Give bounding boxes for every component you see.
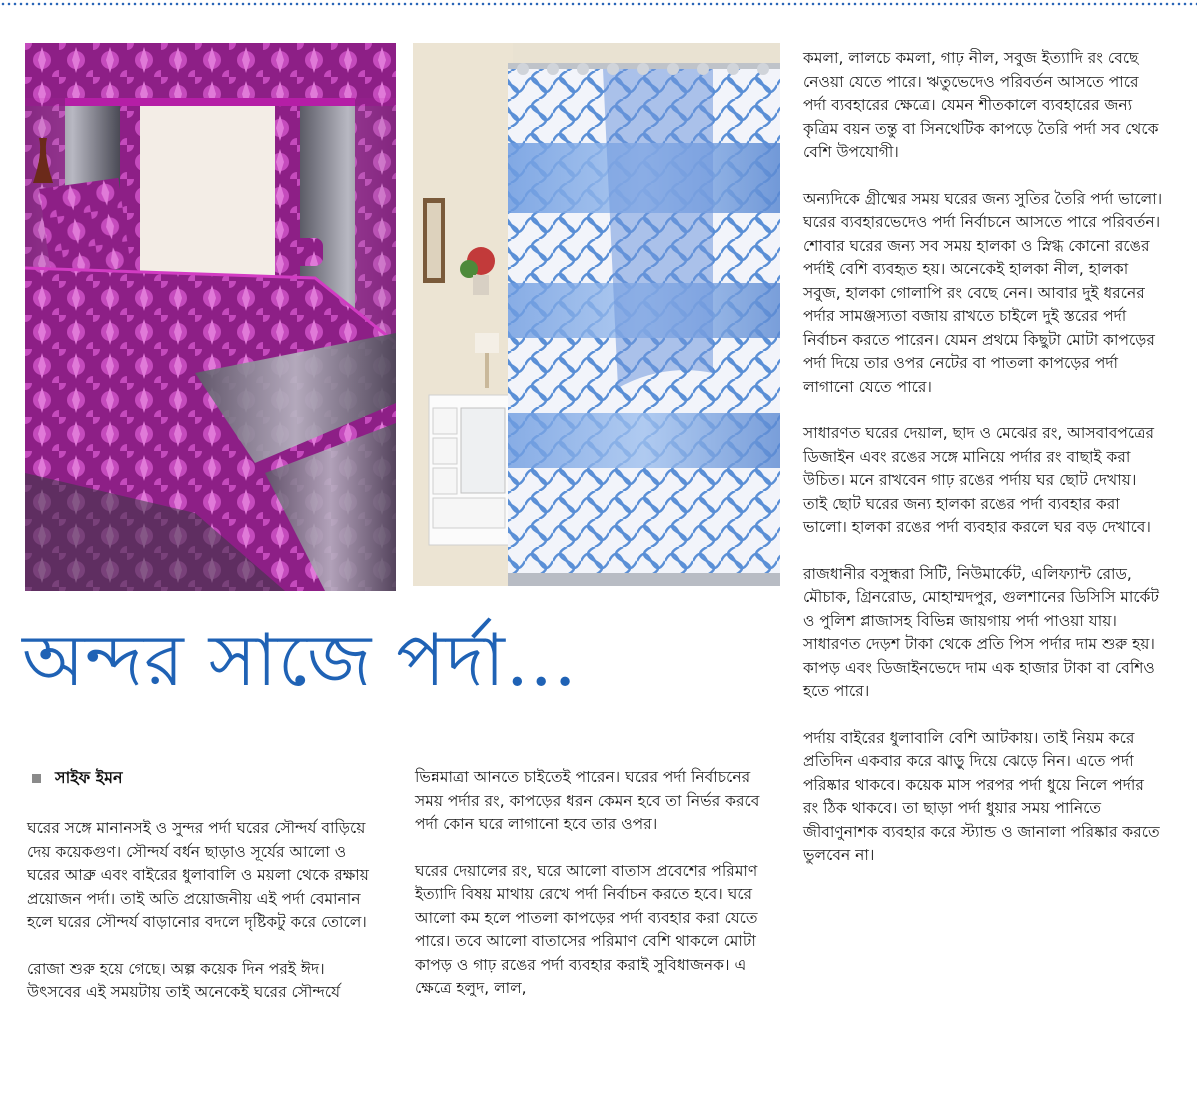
paragraph: ঘরের দেয়ালের রং, ঘরে আলো বাতাস প্রবেশের পরিমাণ ইত্যাদি বিষয় মাথায় রেখে পর্দা নির্বাচন করতে হবে। ঘরে আলো কম হলে পাতলা কাপড়ের পর্দা ব্যবহার করা যেতে পারে। তবে আলো বাতাসের পরিমাণ বেশি থাকলে মোটা কাপড় ও গাঢ় রঙের পর্দা ব্যবহার করাই সুবিধাজনক। এ ক্ষেত্রে হলুদ, লাল, xyxy=(415,861,758,997)
author-name: সাইফ ইমন xyxy=(55,768,123,787)
bedroom-curtain-photo xyxy=(25,43,396,591)
paragraph: কমলা, লালচে কমলা, গাঢ় নীল, সবুজ ইত্যাদি রং বেছে নেওয়া যেতে পারে। ঋতুভেদেও পরিবর্তন আসতে পারে পর্দা ব্যবহারের ক্ষেত্রে। যেমন শীতকালে ব্যবহারের জন্য কৃত্রিম বয়ন তন্তু বা সিনথেটিক কাপড়ে তৈরি পর্দা সব থেকে বেশি উপযোগী। xyxy=(803,49,1159,161)
living-room-curtain-photo xyxy=(413,43,780,586)
paragraph: অন্যদিকে গ্রীষ্মের সময় ঘরের জন্য সুতির তৈরি পর্দা ভালো। ঘরের ব্যবহারভেদেও পর্দা নির্বাচনে আসতে পারে পরিবর্তন। শোবার ঘরের জন্য সব সময় হালকা ও স্নিগ্ধ কোনো রঙের পর্দাই বেশি ব্যবহৃত হয়। অনেকেই হালকা নীল, হালকা সবুজ, হালকা গোলাপি রং বেছে নেন। আবার দুই ধরনের পর্দার সামঞ্জস্যতা বজায় রাখতে চাইলে দুই স্তরের পর্দা নির্বাচন করতে পারেন। যেমন প্রথমে কিছুটা মোটা কাপড়ের পর্দা দিয়ে তার ওপর নেটের বা পাতলা কাপড়ের পর্দা লাগানো যেতে পারে। xyxy=(803,189,1163,396)
paragraph: সাধারণত ঘরের দেয়াল, ছাদ ও মেঝের রং, আসবাবপত্রের ডিজাইন এবং রঙের সঙ্গে মানিয়ে পর্দার রং বাছাই করা উচিত। মনে রাখবেন গাঢ় রঙের পর্দায় ঘর ছোট দেখায়। তাই ছোট ঘরের জন্য হালকা রঙের পর্দা ব্যবহার করা ভালো। হালকা রঙের পর্দা ব্যবহার করলে ঘর বড় দেখাবে। xyxy=(803,424,1154,536)
paragraph: ভিন্নমাত্রা আনতে চাইতেই পারেন। ঘরের পর্দা নির্বাচনের সময় পর্দার রং, কাপড়ের ধরন কেমন হবে তা নির্ভর করবে পর্দা কোন ঘরে লাগানো হবে তার ওপর। xyxy=(415,768,760,833)
headline: অন্দর সাজে পর্দা... xyxy=(22,618,578,702)
paragraph: পর্দায় বাইরের ধুলাবালি বেশি আটকায়। তাই নিয়ম করে প্রতিদিন একবার করে ঝাড়ু দিয়ে ঝেড়ে নিন। এতে পর্দা পরিষ্কার থাকবে। কয়েক মাস পরপর পর্দা ধুয়ে নিলে পর্দার রং ঠিক থাকবে। তা ছাড়া পর্দা ধুয়ার সময় পানিতে জীবাণুনাশক ব্যবহার করে স্ট্যান্ড ও জানালা পরিষ্কার করতে ভুলবেন না। xyxy=(803,728,1160,864)
article-column-3 xyxy=(803,47,1163,891)
byline xyxy=(32,765,123,792)
top-dotted-rule xyxy=(0,2,1197,6)
byline-bullet-icon xyxy=(32,774,41,783)
paragraph: ঘরের সঙ্গে মানানসই ও সুন্দর পর্দা ঘরের সৌন্দর্য বাড়িয়ে দেয় কয়েকগুণ। সৌন্দর্য বর্ধন ছাড়াও সূর্যের আলো ও ঘরের আব্রু এবং বাইরের ধুলাবালি ও ময়লা থেকে রক্ষায় প্রয়োজন পর্দা। তাই অতি প্রয়োজনীয় এই পর্দা বেমানান হলে ঘরের সৌন্দর্য বাড়ানোর বদলে দৃষ্টিকটু করে তোলে। xyxy=(27,819,369,931)
paragraph: রোজা শুরু হয়ে গেছে। অল্প কয়েক দিন পরই ঈদ। উৎসবের এই সময়টায় তাই অনেকেই ঘরের সৌন্দর্যে xyxy=(27,959,341,1001)
article-column-2 xyxy=(415,766,760,1024)
paragraph: রাজধানীর বসুন্ধরা সিটি, নিউমার্কেট, এলিফ্যান্ট রোড, মৌচাক, গ্রিনরোড, মোহাম্মদপুর, গুলশানের ডিসিসি মার্কেট ও পুলিশ প্লাজাসহ বিভিন্ন জায়গায় পর্দা পাওয়া যায়। সাধারণত দেড়শ টাকা থেকে প্রতি পিস পর্দার দাম শুরু হয়। কাপড় এবং ডিজাইনভেদে দাম এক হাজার টাকা বা বেশিও হতে পারে। xyxy=(803,564,1159,700)
article-column-1 xyxy=(27,817,379,1028)
